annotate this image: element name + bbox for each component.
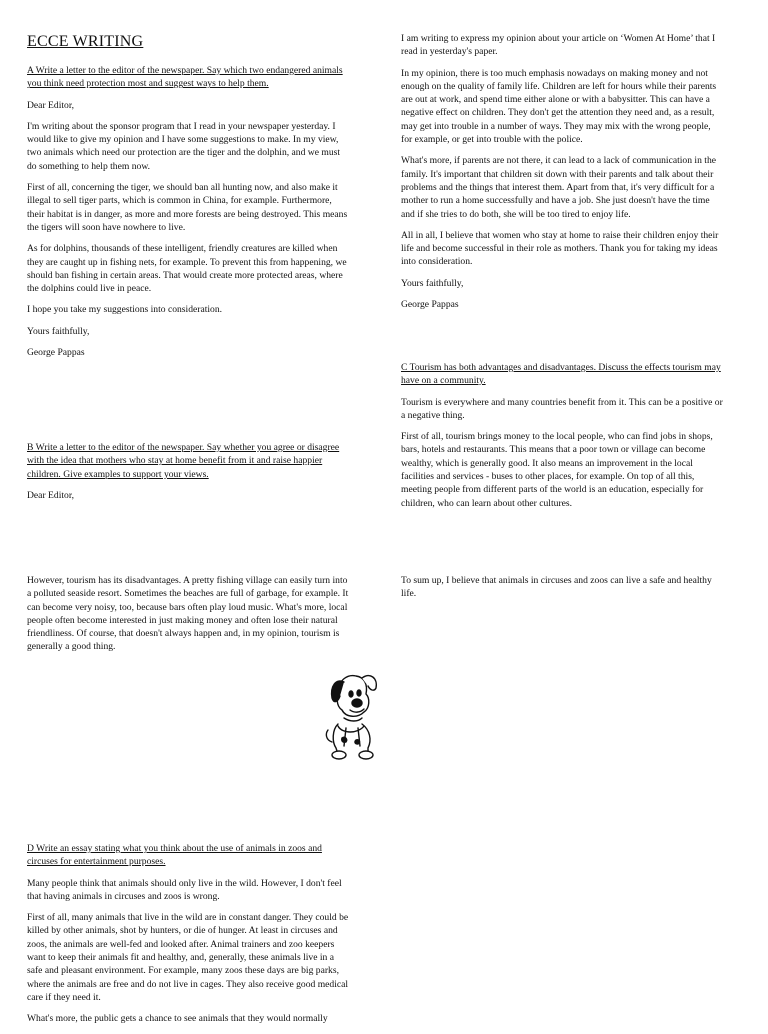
section-d — [27, 842, 349, 1034]
zoo-conclusion — [401, 574, 723, 609]
section-a-paragraph: First of all, concerning the tiger, we should ban all hunting now, and also make it illegal to sell tiger parts, which is common in China, for example. Furthermore, their habitat is in danger, as more and more forests are being destroyed. This means the tigers will soon have nowhere to live. — [27, 182, 348, 233]
section-a-paragraph: As for dolphins, thousands of these intelligent, friendly creatures are killed when they are caught up in fishing nets, for example. To prevent this from happening, we should ban fishing in certain areas. That would create more protected areas, where the dolphins could live in peace. — [27, 243, 347, 295]
section-c-paragraph: First of all, tourism brings money to the local people, who can find jobs in shops, bars, hotels and restaurants. This means that a poor town or village can become wealthy, which is generally good. It also means an improvement in the local facilities and services - buses to other places, for example. On top of all this, meeting people from different parts of the world is an education, especially for children, who can learn about other cultures. — [401, 431, 713, 509]
section-c-prompt: C Tourism has both advantages and disadvantages. Discuss the effects tourism may have on a community. — [401, 362, 721, 387]
letter-closing: Yours faithfully, — [401, 277, 464, 289]
section-d-paragraph: What's more, the public gets a chance to see animals that they would normally — [27, 1013, 328, 1025]
section-b — [27, 441, 349, 510]
section-a-closing: Yours faithfully, — [27, 325, 90, 337]
section-a-greeting: Dear Editor, — [27, 99, 75, 111]
section-b-greeting: Dear Editor, — [27, 489, 75, 501]
letter-signature: George Pappas — [401, 299, 459, 311]
tourism-paragraph: However, tourism has its disadvantages. A pretty fishing village can easily turn into a polluted seaside resort. Sometimes the beaches are full of garbage, for example. It can become very noisy, too, because bars often play loud music. What's more, local people often become interested in just making money and often lose their natural friendliness. Of course, that doesn't always happen and, in my opinion, tourism is generally a good thing. — [27, 575, 349, 653]
letter-paragraph: All in all, I believe that women who stay at home to raise their children enjoy their life and become successful in their role as mothers. Thank you for taking my ideas into consideration. — [401, 229, 719, 268]
section-d-paragraph: First of all, many animals that live in the wild are in constant danger. They could be killed by other animals, shot by hunters, or die of hunger. At least in circuses and zoos, the animals are well-fed and looked after. Animal trainers and zoo keepers want to keep their animals fit and healthy, and, generally, these animals live in a safe and pleasant environment. For example, many zoos these days are big parks, where the animals are free and do not live in cages. They also receive good medical care if they need it. — [27, 912, 349, 1003]
section-a-signature: George Pappas — [27, 347, 85, 359]
tourism-continued — [27, 574, 349, 662]
letter-paragraph: What's more, if parents are not there, it can lead to a lack of communication in the family. It's important that children sit down with their parents and talk about their problems and the things that interest them. Apart from that, it's very difficult for a mother to run a home successfully and have a job. She just doesn't have the time and if she tries to do both, she will be too tired to enjoy life. — [401, 155, 717, 220]
section-d-prompt: D Write an essay stating what you think about the use of animals in zoos and circuses for entertainment purposes. — [27, 843, 322, 868]
letter-paragraph: I am writing to express my opinion about your article on ‘Women At Home’ that I read in yesterday's paper. — [401, 33, 716, 58]
section-d-paragraph: Many people think that animals should only live in the wild. However, I don't feel that having animals in circuses and zoos is wrong. — [27, 877, 342, 902]
letter-paragraph: In my opinion, there is too much emphasis nowadays on making money and not enough on the quality of family life. Children are left for hours while their parents are out at work, and spend time either alone or with a babysitter. This can have a negative effect on children. They don't get the attention they need and, as a result, may get into trouble in a number of ways. They may mix with the wrong people, for example, or get into trouble with the police. — [401, 67, 717, 146]
section-c — [401, 361, 723, 518]
section-a-prompt: A Write a letter to the editor of the newspaper. Say which two endangered animals you think need protection most and suggest ways to help them. — [27, 65, 343, 90]
cartoon-dog-icon — [322, 668, 384, 762]
section-b-prompt: B Write a letter to the editor of the newspaper. Say whether you agree or disagree with the idea that mothers who stay at home benefit from it and raise happier children. Give examples to support your views. — [27, 442, 340, 480]
letter-women-at-home — [401, 32, 723, 319]
section-c-paragraph: Tourism is everywhere and many countries benefit from it. This can be a positive or a negative thing. — [401, 396, 723, 421]
zoo-conclusion-paragraph: To sum up, I believe that animals in circuses and zoos can live a safe and healthy life. — [401, 575, 712, 600]
section-a-paragraph: I hope you take my suggestions into consideration. — [27, 304, 223, 316]
page-title: ECCE WRITING — [27, 33, 144, 50]
section-a-paragraph: I'm writing about the sponsor program that I read in your newspaper yesterday. I would like to give my opinion and I have some suggestions to make. In my view, two animals which need our protection are the tiger and the dolphin, and we must do something to help them now. — [27, 120, 341, 172]
section-a — [27, 64, 349, 367]
